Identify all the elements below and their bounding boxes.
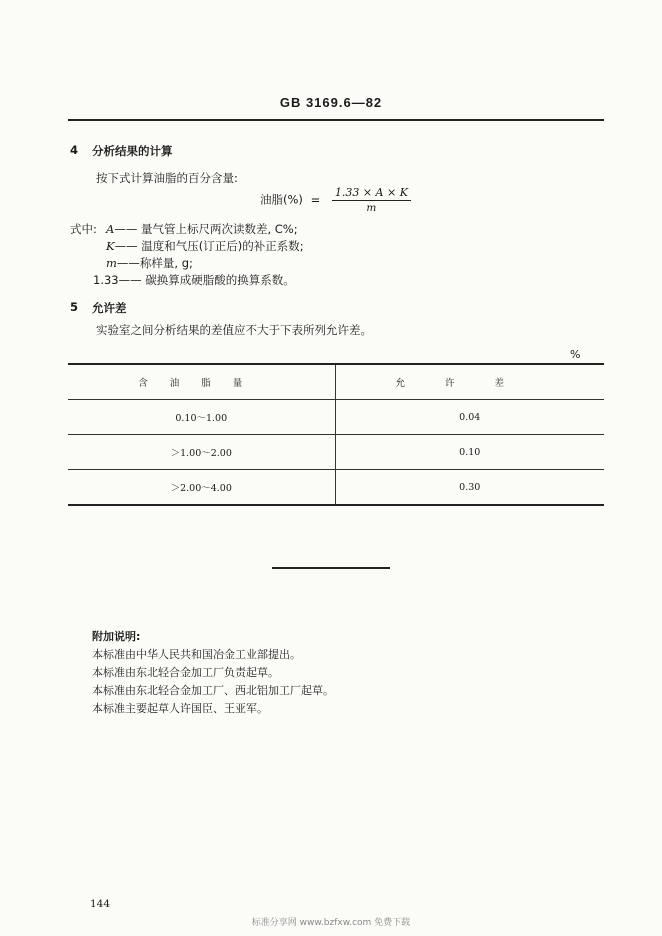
page-header: GB 3169.6—82 bbox=[279, 95, 383, 110]
formula-lhs: 油脂(%) bbox=[260, 192, 303, 207]
table-header-row bbox=[68, 364, 604, 400]
table-cell: 0.10 bbox=[459, 446, 481, 458]
var-row-m bbox=[106, 255, 193, 271]
appendix-line: 本标准由中华人民共和国冶金工业部提出。 bbox=[92, 648, 301, 661]
var-symbol: A bbox=[106, 222, 115, 236]
var-description: —— 温度和气压(订正后)的补正系数; bbox=[114, 239, 304, 253]
formula-fraction bbox=[332, 186, 411, 214]
table-row bbox=[68, 435, 604, 470]
section-5-intro: 实验室之间分析结果的差值应不大于下表所列允许差。 bbox=[96, 323, 372, 337]
var-row-k bbox=[106, 238, 304, 254]
var-symbol: 1.33 bbox=[93, 273, 119, 287]
var-row-a bbox=[106, 221, 298, 237]
appendix-line: 本标准主要起草人许国臣、王亚军。 bbox=[92, 702, 268, 715]
var-row-coefficient bbox=[93, 272, 295, 288]
formula-equals: = bbox=[310, 192, 321, 207]
table-cell: 0.10～1.00 bbox=[68, 400, 335, 435]
where-label: 式中: bbox=[70, 222, 97, 236]
appendix-title: 附加说明: bbox=[92, 630, 141, 643]
header-rule bbox=[68, 119, 604, 121]
section-5-title: 允许差 bbox=[92, 301, 127, 315]
var-description: —— 量气管上标尺两次读数差, C%; bbox=[114, 222, 298, 236]
section-5-number: 5 bbox=[70, 300, 79, 314]
table-cell: 0.04 bbox=[459, 411, 481, 423]
section-4-title: 分析结果的计算 bbox=[92, 144, 173, 158]
formula-denominator: m bbox=[366, 202, 377, 214]
watermark: 标准分享网 www.bzfxw.com 免费下载 bbox=[251, 918, 411, 928]
table-unit: % bbox=[570, 348, 581, 361]
appendix-line: 本标准由东北轻合金加工厂、西北铝加工厂起草。 bbox=[92, 684, 334, 697]
tolerance-table bbox=[68, 363, 604, 506]
column-header-tolerance: 允许差 bbox=[335, 364, 604, 400]
formula-numerator: 1.33 × A × K bbox=[332, 186, 411, 201]
var-description: ——称样量, g; bbox=[116, 256, 193, 270]
table-row bbox=[68, 470, 604, 506]
end-of-text-rule bbox=[272, 567, 390, 569]
section-4-number: 4 bbox=[70, 143, 79, 157]
table-cell: 0.30 bbox=[459, 481, 481, 493]
var-symbol: m bbox=[106, 256, 117, 270]
table-cell: ＞1.00～2.00 bbox=[68, 435, 335, 470]
section-4-intro: 按下式计算油脂的百分含量: bbox=[96, 171, 238, 185]
var-description: —— 碳换算成硬脂酸的换算系数。 bbox=[118, 273, 295, 287]
table-row bbox=[68, 400, 604, 435]
column-header-oil-content: 含油脂量 bbox=[68, 364, 335, 400]
appendix-line: 本标准由东北轻合金加工厂负责起草。 bbox=[92, 666, 279, 679]
var-symbol: K bbox=[106, 239, 115, 253]
page-number: 144 bbox=[90, 898, 111, 910]
formula bbox=[260, 186, 411, 214]
table-cell: ＞2.00～4.00 bbox=[68, 470, 335, 506]
